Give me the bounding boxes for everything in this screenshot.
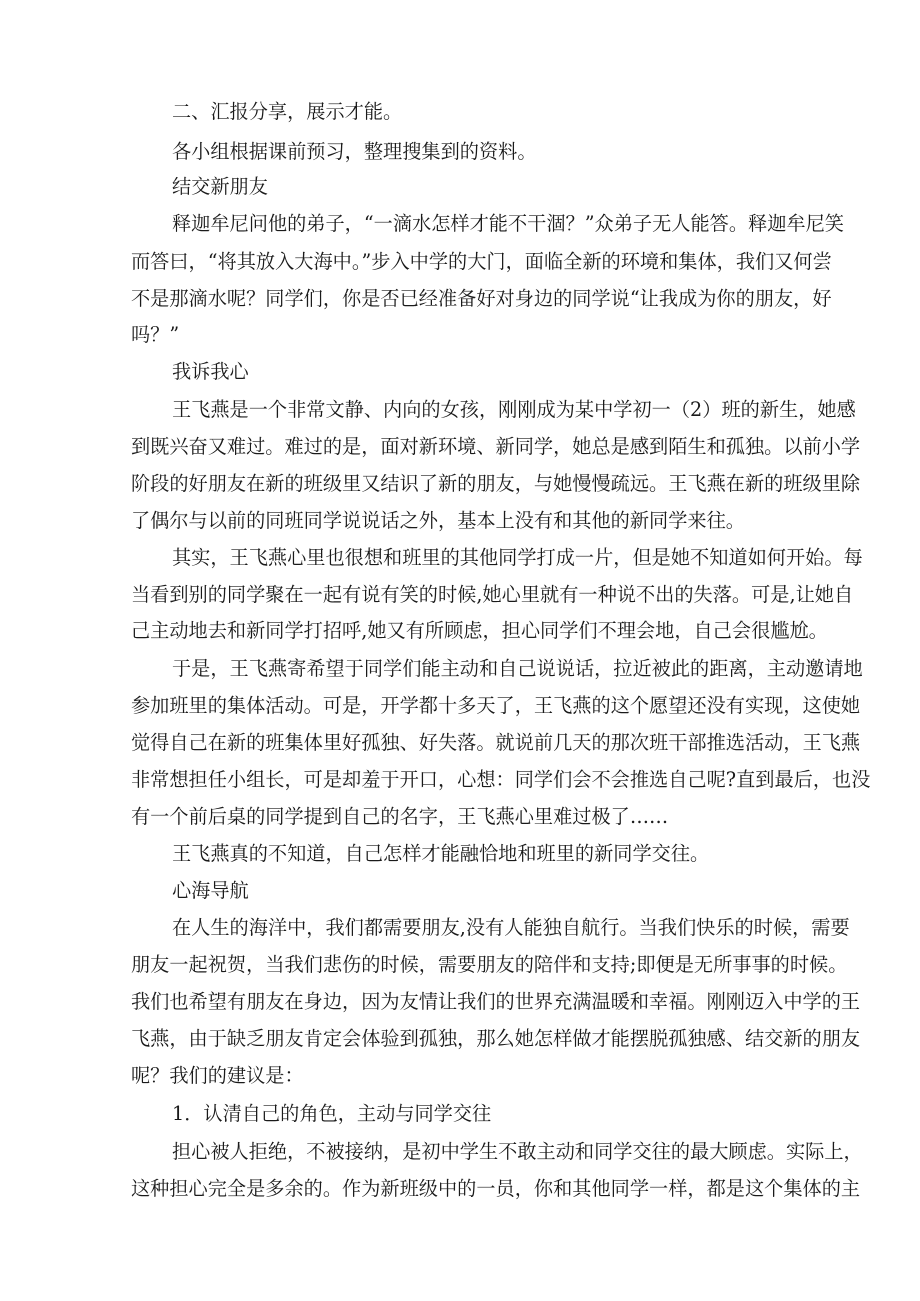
para-1-line: 吗？” (131, 323, 180, 346)
para-2-line: 阶段的好朋友在新的班级里又结识了新的朋友，与她慢慢疏远。王飞燕在新的班级里除 (131, 472, 861, 495)
para-4-line: 觉得自己在新的班集体里好孤独、好失落。就说前几天的那次班干部推选活动，王飞燕 (131, 731, 861, 754)
para-6-line: 朋友一起祝贺，当我们悲伤的时候，需要朋友的陪伴和支持;即便是无所事事的时候。 (131, 953, 848, 976)
para-1-line: 不是那滴水呢？同学们，你是否已经准备好对身边的同学说“让我成为你的朋友，好 (131, 287, 832, 310)
para-5-text: 王飞燕真的不知道，自己怎样才能融恰地和班里的新同学交往。 (172, 842, 710, 865)
para-3-line: 其实，王飞燕心里也很想和班里的其他同学打成一片，但是她不知道如何开始。每 (172, 546, 863, 569)
subheading-mind-navigation: 心海导航 (172, 879, 249, 902)
list-item-1: 1．认清自己的角色，主动与同学交往 (172, 1102, 492, 1125)
para-2-line: 王飞燕是一个非常文静、内向的女孩，刚刚成为某中学初一（2）班的新生，她感 (172, 398, 856, 421)
para-4-line: 非常想担任小组长，可是却羞于开口，心想：同学们会不会推选自己呢?直到最后，也没 (131, 768, 871, 791)
para-6-line: 我们也希望有朋友在身边，因为友情让我们的世界充满温暖和幸福。刚刚迈入中学的王 (131, 990, 861, 1013)
subheading-make-friends: 结交新朋友 (172, 175, 268, 198)
para-3-line: 己主动地去和新同学打招呼,她又有所顾虑，担心同学们不理会地，自己会很尴尬。 (131, 619, 828, 642)
para-6-line: 飞燕，由于缺乏朋友肯定会体验到孤独，那么她怎样做才能摆脱孤独感、结交新的朋友 (131, 1027, 861, 1050)
para-1-line: 释迦牟尼问他的弟子，“一滴水怎样才能不干涸？”众弟子无人能答。释迦牟尼笑 (172, 212, 844, 235)
intro-text: 各小组根据课前预习，整理搜集到的资料。 (172, 140, 537, 163)
subheading-my-heart: 我诉我心 (172, 360, 249, 383)
para-7-line: 担心被人拒绝，不被接纳，是初中学生不敢主动和同学交往的最大顾虑。实际上， (172, 1140, 863, 1163)
para-2-line: 到既兴奋又难过。难过的是，面对新环境、新同学，她总是感到陌生和孤独。以前小学 (131, 435, 861, 458)
para-4-line: 于是，王飞燕寄希望于同学们能主动和自己说说话，拉近被此的距离，主动邀请地 (172, 657, 863, 680)
para-1-line: 而答曰，“将其放入大海中。”步入中学的大门，面临全新的环境和集体，我们又何尝 (131, 250, 832, 273)
para-4-line: 有一个前后桌的同学提到自己的名字，王飞燕心里难过极了…… (131, 805, 669, 828)
section-heading: 二、汇报分享，展示才能。 (172, 100, 403, 123)
para-3-line: 当看到别的同学聚在一起有说有笑的时候,她心里就有一种说不出的失落。可是,让她自 (131, 583, 854, 606)
para-4-line: 参加班里的集体活动。可是，开学都十多天了，王飞燕的这个愿望还没有实现，这使她 (131, 694, 861, 717)
para-2-line: 了偶尔与以前的同班同学说说话之外，基本上没有和其他的新同学来往。 (131, 509, 745, 532)
para-6-line: 呢？我们的建议是： (131, 1064, 304, 1087)
para-6-line: 在人生的海洋中，我们都需要朋友,没有人能独自航行。当我们快乐的时候，需要 (172, 916, 850, 939)
para-7-line: 这种担心完全是多余的。作为新班级中的一员，你和其他同学一样，都是这个集体的主 (131, 1177, 861, 1200)
